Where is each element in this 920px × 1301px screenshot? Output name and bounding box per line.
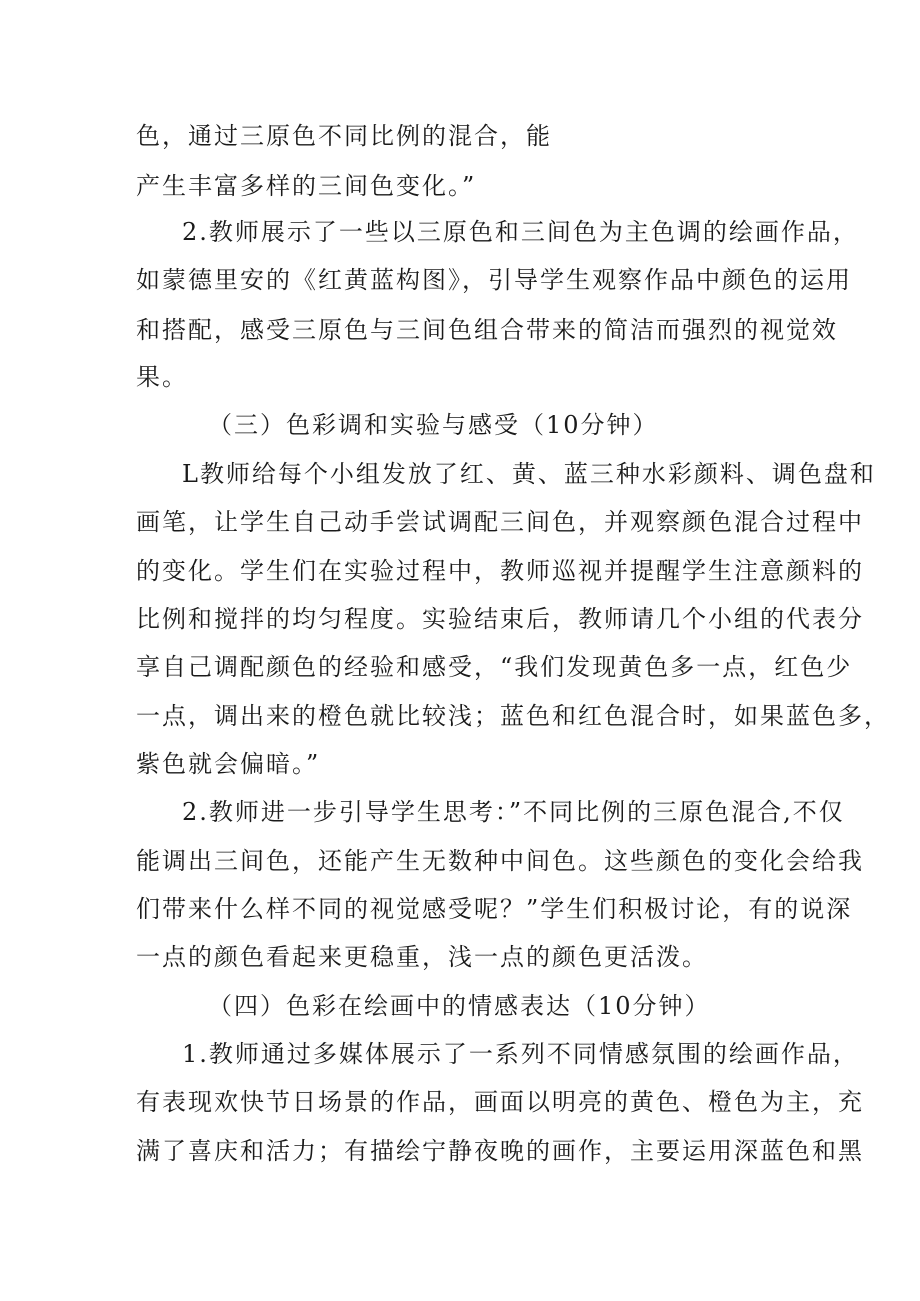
text-line: 有表现欢快节日场景的作品，画面以明亮的黄色、橙色为主，充 bbox=[136, 1088, 864, 1116]
text-line: 果。 bbox=[136, 363, 188, 391]
text-line: 如蒙德里安的《红黄蓝构图》，引导学生观察作品中颜色的运用 bbox=[136, 266, 852, 294]
text-line: 比例和搅拌的均匀程度。实验结束后，教师请几个小组的代表分 bbox=[136, 605, 864, 633]
text-line: 满了喜庆和活力；有描绘宁静夜晚的画作，主要运用深蓝色和黑 bbox=[136, 1137, 864, 1165]
text-line: 1.教师通过多媒体展示了一系列不同情感氛围的绘画作品， bbox=[182, 1040, 859, 1068]
text-line: 享自己调配颜色的经验和感受，“我们发现黄色多一点，红色少 bbox=[136, 653, 853, 681]
section-heading: （三）色彩调和实验与感受（10分钟） bbox=[208, 411, 659, 439]
text-line: 和搭配，感受三原色与三间色组合带来的简洁而强烈的视觉效 bbox=[136, 316, 838, 344]
text-line: 们带来什么样不同的视觉感受呢？”学生们积极讨论，有的说深 bbox=[136, 895, 853, 923]
text-line: 色，通过三原色不同比例的混合，能 bbox=[136, 122, 552, 150]
text-line: 能调出三间色，还能产生无数种中间色。这些颜色的变化会给我 bbox=[136, 847, 864, 875]
text-line: 2.教师展示了一些以三原色和三间色为主色调的绘画作品， bbox=[182, 218, 859, 246]
text-line: 的变化。学生们在实验过程中，教师巡视并提醒学生注意颜料的 bbox=[136, 557, 864, 585]
text-line: L教师给每个小组发放了红、黄、蓝三种水彩颜料、调色盘和 bbox=[182, 460, 876, 488]
text-line: 产生丰富多样的三间色变化。” bbox=[136, 172, 477, 200]
text-line: 2.教师进一步引导学生思考：”不同比例的三原色混合,不仅 bbox=[182, 798, 845, 826]
text-line: 一点的颜色看起来更稳重，浅一点的颜色更活泼。 bbox=[136, 943, 708, 971]
text-line: 紫色就会偏暗。” bbox=[136, 750, 321, 778]
section-heading: （四）色彩在绘画中的情感表达（10分钟） bbox=[208, 992, 711, 1020]
text-line: 画笔，让学生自己动手尝试调配三间色，并观察颜色混合过程中 bbox=[136, 508, 864, 536]
text-line: 一点，调出来的橙色就比较浅；蓝色和红色混合时，如果蓝色多， bbox=[136, 702, 890, 730]
